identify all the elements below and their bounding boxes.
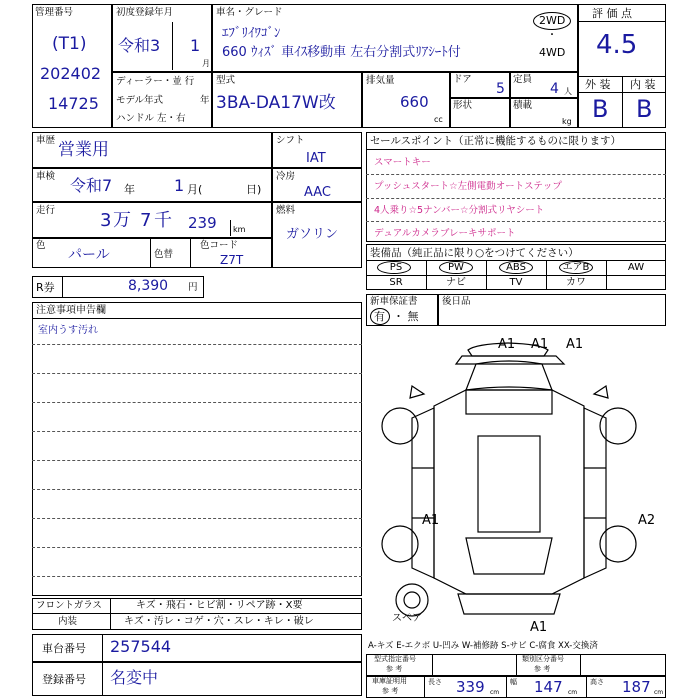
damage-mark: A1 xyxy=(422,513,440,528)
shift-value: IAT xyxy=(306,151,326,166)
inspection-era: 令和7 xyxy=(70,176,113,195)
score-label: 評 価 点 xyxy=(592,7,632,20)
shape-label: 形状 xyxy=(453,100,473,111)
displacement-value: 660 xyxy=(400,93,429,111)
dims-width-unit: cm xyxy=(568,689,578,696)
dims-width-label: 幅 xyxy=(510,678,517,686)
capacity-label: 定員 xyxy=(513,74,533,85)
fuel-label: 燃料 xyxy=(276,205,296,216)
doors-label: ドア xyxy=(453,74,472,85)
damage-mark: A2 xyxy=(638,513,656,528)
drive-2wd: 2WD xyxy=(539,14,566,27)
notes-box xyxy=(32,302,362,596)
mileage-man: 3 xyxy=(100,210,112,231)
first-reg-label: 初度登録年月 xyxy=(116,7,174,18)
handle-label: ハンドル 左・右 xyxy=(116,113,186,124)
dims-ref: 参 考 xyxy=(382,687,399,695)
score-int-value: B xyxy=(636,95,653,123)
ac-label: 冷房 xyxy=(276,171,296,182)
equipment-ps: PS xyxy=(389,262,403,273)
capacity-unit: 人 xyxy=(564,87,572,96)
damage-legend: A-キズ E-エクボ U-凹み W-補修跡 S-サビ C-腐食 XX-交換済 xyxy=(368,641,598,651)
equipment-label: 装備品（純正品に限り○をつけてください） xyxy=(370,247,579,259)
mgmt-line3: 14725 xyxy=(48,94,99,113)
color-value: パール xyxy=(68,247,110,263)
reg-no-label: 登録番号 xyxy=(42,673,86,686)
chassis-value: 257544 xyxy=(110,637,172,656)
score-ext-value: B xyxy=(592,95,609,123)
class-spec-label: 類別区分番号 xyxy=(522,655,564,663)
drive-4wd: 4WD xyxy=(539,46,566,59)
mileage-sen-unit: 千 xyxy=(154,210,172,231)
equipment-pw: PW xyxy=(448,262,464,273)
dims-length-label: 長さ xyxy=(428,678,442,686)
ac-value: AAC xyxy=(304,185,331,200)
mileage-rest: 239 xyxy=(188,214,217,232)
recycle-value: 8,390 xyxy=(128,278,169,294)
damage-mark: A1 xyxy=(531,337,549,352)
spare-label: スペア xyxy=(392,613,422,624)
katashiki-label: 型式 xyxy=(216,75,236,86)
recycle-label: R券 xyxy=(36,281,55,294)
score-ext-label: 外 装 xyxy=(585,78,611,91)
dims-width: 147 xyxy=(534,678,563,696)
mgmt-label: 管理番号 xyxy=(35,7,74,18)
recycle-unit: 円 xyxy=(188,282,198,293)
capacity-value: 4 xyxy=(550,81,559,97)
equipment-aw: AW xyxy=(627,262,645,273)
first-reg-month: 1 xyxy=(190,36,201,55)
equipment-navi: ナビ xyxy=(446,277,466,288)
first-reg-month-unit: 月 xyxy=(202,59,210,68)
glass-text: キズ・飛石・ヒビ割・リペア跡・X要 xyxy=(136,600,303,611)
car-damage-diagram xyxy=(366,328,666,640)
load-label: 積載 xyxy=(513,100,533,111)
dims-height: 187 xyxy=(622,678,651,696)
model-name-line2: 660 ｳｨｽﾞ 車ｲｽ移動車 左右分割式ﾘｱｼｰﾄ付 xyxy=(222,45,461,60)
warranty-label: 新車保証書 xyxy=(370,296,418,307)
warranty-date-box xyxy=(438,294,666,326)
dims-label: 車庫証明用 xyxy=(372,677,407,685)
drive-dot: ・ xyxy=(547,30,557,41)
dims-length-unit: cm xyxy=(490,689,500,696)
sales-point-item: デュアルカメラブレーキサポート xyxy=(374,228,516,239)
mileage-label: 走行 xyxy=(36,205,56,216)
model-name-line1: ｴﾌﾞﾘｲﾜｺﾞﾝ xyxy=(222,26,281,41)
equipment-abs: ABS xyxy=(506,262,526,273)
inspection-day-unit: 日) xyxy=(246,183,262,196)
score-int-label: 内 装 xyxy=(630,78,656,91)
damage-mark: A1 xyxy=(530,620,548,635)
color-repaint-label: 色替 xyxy=(154,249,174,260)
glass-label: フロントガラス xyxy=(36,600,102,611)
equipment-sr: SR xyxy=(389,277,403,288)
color-code-label: 色コード xyxy=(200,240,239,251)
model-year-unit: 年 xyxy=(200,95,210,106)
color-label: 色 xyxy=(36,240,46,251)
damage-mark: A1 xyxy=(498,337,516,352)
interior-text: キズ・汚レ・コゲ・穴・スレ・キレ・破レ xyxy=(124,616,314,627)
type-spec-ref: 参 考 xyxy=(386,665,403,673)
mgmt-line1: (T1) xyxy=(52,34,87,54)
doors-value: 5 xyxy=(496,81,505,97)
warranty-date-label: 後日品 xyxy=(442,296,471,307)
equipment-tv: TV xyxy=(509,277,523,288)
warranty-yes: 有 xyxy=(374,310,385,323)
chassis-label: 車台番号 xyxy=(42,642,86,655)
mileage-man-unit: 万 xyxy=(113,210,131,231)
color-code-value: Z7T xyxy=(220,253,244,267)
sales-point-item: スマートキー xyxy=(374,157,431,168)
mileage-sen: 7 xyxy=(140,210,152,231)
history-label: 車歴 xyxy=(36,135,56,146)
reg-no-value: 名変中 xyxy=(110,668,159,687)
model-year-label: モデル年式 xyxy=(116,95,164,106)
displacement-label: 排気量 xyxy=(366,75,395,86)
class-spec-ref: 参 考 xyxy=(534,665,551,673)
dealer-label: ディーラー・並 行 xyxy=(116,76,195,87)
shift-label: シフト xyxy=(276,135,305,146)
equipment-airbag: エアB xyxy=(562,262,590,273)
notes-label: 注意事項申告欄 xyxy=(36,305,106,316)
inspection-month-unit: 月( xyxy=(187,183,203,196)
sales-point-item: プッシュスタート☆左側電動オートステップ xyxy=(374,181,562,192)
inspection-year-unit: 年 xyxy=(124,183,135,196)
displacement-unit: cc xyxy=(434,115,443,124)
mileage-unit: km xyxy=(233,225,246,234)
katashiki-value: 3BA-DA17W改 xyxy=(216,93,336,113)
sales-points-label: セールスポイント（正常に機能するものに限ります） xyxy=(370,135,622,147)
type-spec-label: 型式指定番号 xyxy=(374,655,416,663)
fuel-value: ガソリン xyxy=(286,227,339,242)
first-reg-era: 令和3 xyxy=(118,36,161,55)
inspection-box xyxy=(32,168,272,202)
model-name-label: 車名・グレード xyxy=(216,7,283,18)
warranty-rest: ・ 無 xyxy=(393,310,419,323)
load-unit: kg xyxy=(562,117,572,126)
notes-text: 室内うす汚れ xyxy=(38,325,98,336)
equipment-leather: カワ xyxy=(566,277,586,288)
damage-mark: A1 xyxy=(566,337,584,352)
mgmt-line2: 202402 xyxy=(40,64,102,83)
dims-height-label: 高さ xyxy=(590,678,604,686)
score-value: 4.5 xyxy=(596,30,638,60)
history-value: 営業用 xyxy=(58,140,109,160)
recycle-box xyxy=(32,276,204,298)
inspection-label: 車検 xyxy=(36,171,56,182)
sales-point-item: 4人乗り☆5ナンバー☆分割式リヤシート xyxy=(374,205,545,216)
inspection-month: 1 xyxy=(174,176,185,195)
dims-length: 339 xyxy=(456,678,485,696)
interior-label: 内装 xyxy=(58,616,78,627)
dims-height-unit: cm xyxy=(654,689,664,696)
